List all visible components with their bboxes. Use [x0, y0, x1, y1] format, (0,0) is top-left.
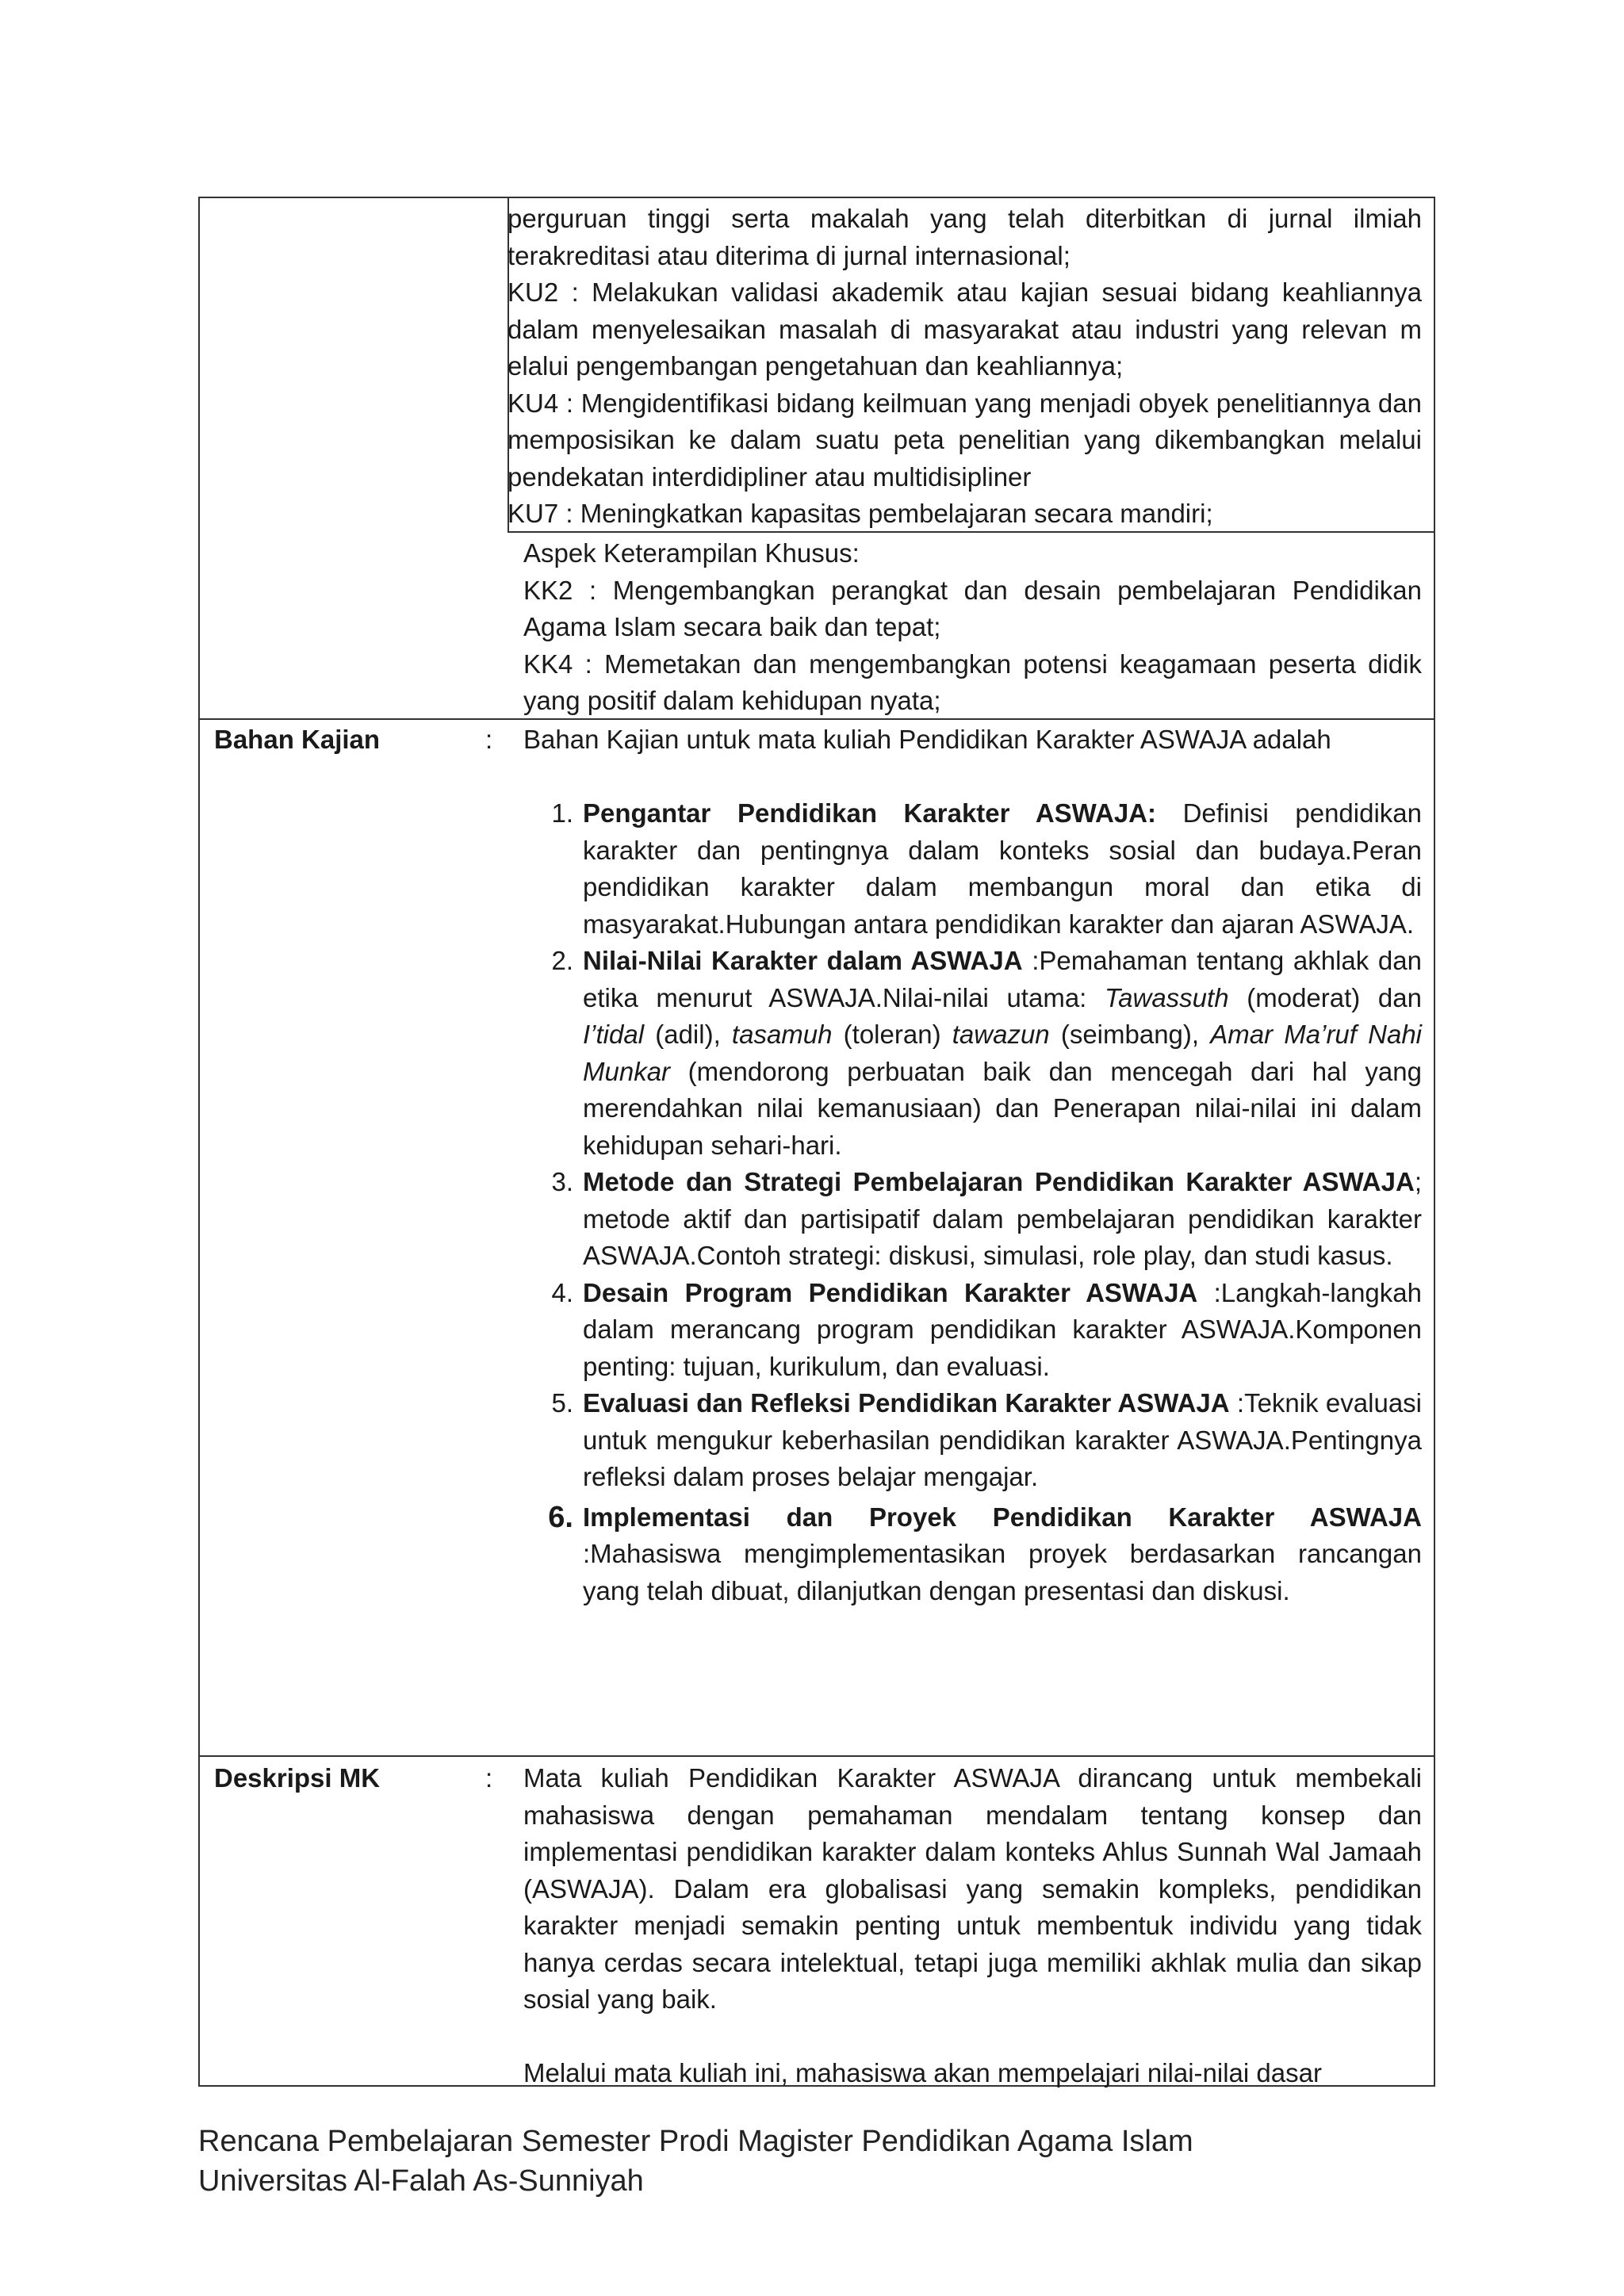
item-text: (seimbang),: [1049, 1020, 1211, 1049]
bahan-kajian-list: [548, 795, 1422, 1609]
list-item: [551, 943, 1422, 1164]
footer-line-2: Universitas Al-Falah As-Sunniyah: [198, 2164, 644, 2198]
ku2-item: KU2 : Melakukan validasi akademik atau kajian sesuai bidang keahliannya dalam menyelesaikan masalah di masyarakat atau industri yang relevan m elalui pengembangan pengetahuan dan keahliannya;: [508, 277, 1422, 381]
kk4-item: KK4 : Memetakan dan mengembangkan potensi keagamaan peserta didik yang positif dalam kehidupan nyata;: [523, 649, 1422, 715]
item-term: I’tidal: [583, 1020, 645, 1049]
list-number: 1.: [551, 798, 573, 828]
ku-continuation: perguruan tinggi serta makalah yang telah diterbitkan di jurnal ilmiah terakreditasi atau diterima di jurnal internasional;: [508, 204, 1422, 270]
deskripsi-paragraph: Mata kuliah Pendidikan Karakter ASWAJA dirancang untuk membekali mahasiswa dengan pemahaman mendalam tentang konsep dan implementasi pendidikan karakter dalam konteks Ahlus Sunnah Wal Jamaah (ASWAJA). Dalam era globalisasi yang semakin kompleks, pendidikan karakter menjadi semakin penting untuk membentuk individu yang tidak hanya cerdas secara intelektual, tetapi juga memiliki akhlak mulia dan sikap sosial yang baik.: [523, 1763, 1422, 2014]
item-text: (toleran): [832, 1020, 952, 1049]
list-number: 3.: [551, 1167, 573, 1196]
item-title: Nilai-Nilai Karakter dalam ASWAJA: [583, 946, 1023, 975]
page-footer: [198, 2122, 1193, 2201]
item-term: Tawassuth: [1105, 982, 1229, 1012]
footer-line-1: Rencana Pembelajaran Semester Prodi Magister Pendidikan Agama Islam: [198, 2125, 1193, 2158]
list-number: 4.: [551, 1277, 573, 1307]
deskripsi-mk-colon: :: [485, 1763, 493, 1793]
kk-heading: Aspek Keterampilan Khusus:: [523, 538, 860, 568]
deskripsi-paragraph: Melalui mata kuliah ini, mahasiswa akan mempelajari nilai-nilai dasar: [523, 2058, 1322, 2087]
bahan-kajian-colon: :: [485, 725, 493, 754]
item-term: tasamuh: [731, 1020, 833, 1049]
item-title: Desain Program Pendidikan Karakter ASWAJA: [583, 1277, 1198, 1307]
item-title: Metode dan Strategi Pembelajaran Pendidikan Karakter ASWAJA: [583, 1167, 1415, 1196]
list-number: 6.: [548, 1500, 573, 1534]
item-text: :Pemahaman tentang akhlak dan etika menurut ASWAJA.Nilai-nilai utama:: [583, 946, 1422, 1012]
item-text: :Langkah-langkah dalam merancang program pendidikan karakter ASWAJA.Komponen penting: tujuan, kurikulum, dan evaluasi.: [583, 1277, 1422, 1381]
item-title: Implementasi dan Proyek Pendidikan Karakter ASWAJA: [583, 1502, 1422, 1532]
list-item: [551, 1164, 1422, 1275]
bahan-kajian-label: Bahan Kajian: [214, 725, 381, 754]
item-text: (moderat) dan: [1228, 982, 1422, 1012]
deskripsi-mk-label: Deskripsi MK: [214, 1763, 381, 1793]
list-item: [551, 1385, 1422, 1496]
list-number: 2.: [551, 946, 573, 975]
list-item: [548, 1499, 1422, 1610]
list-item: [551, 795, 1422, 943]
item-text: :Teknik evaluasi untuk mengukur keberhasilan pendidikan karakter ASWAJA.Pentingnya refleksi dalam proses belajar mengajar.: [583, 1388, 1422, 1491]
item-text: Definisi pendidikan karakter dan pentingnya dalam konteks sosial dan budaya.Peran pendidikan karakter dalam membangun moral dan etika di masyarakat.Hubungan antara pendidikan karakter dan ajaran ASWAJA.: [583, 798, 1422, 939]
ku4-item: KU4 : Mengidentifikasi bidang keilmuan yang menjadi obyek penelitiannya dan memposisikan ke dalam suatu peta penelitian yang dikembangkan melalui pendekatan interdidipliner atau multidisipliner: [508, 388, 1422, 492]
item-title: Evaluasi dan Refleksi Pendidikan Karakter ASWAJA: [583, 1388, 1230, 1418]
ku7-item: KU7 : Meningkatkan kapasitas pembelajaran secara mandiri;: [508, 499, 1213, 528]
ku-section: [508, 201, 1422, 533]
item-term: tawazun: [952, 1020, 1050, 1049]
list-number: 5.: [551, 1388, 573, 1418]
item-term: Amar Ma’ruf Nahi Munkar: [583, 1020, 1422, 1086]
row-divider-deskripsi: [198, 1755, 1435, 1757]
item-text: ; metode aktif dan partisipatif dalam pembelajaran pendidikan karakter ASWAJA.Contoh strategi: diskusi, simulasi, role play, dan studi kasus.: [583, 1167, 1422, 1270]
item-text: :Mahasiswa mengimplementasikan proyek berdasarkan rancangan yang telah dibuat, dilanjutkan dengan presentasi dan diskusi.: [583, 1539, 1422, 1605]
list-item: [551, 1275, 1422, 1386]
deskripsi-mk-text: [523, 1760, 1422, 2092]
kk2-item: KK2 : Mengembangkan perangkat dan desain pembelajaran Pendidikan Agama Islam secara baik dan tepat;: [523, 575, 1422, 641]
item-text: (adil),: [644, 1020, 732, 1049]
bahan-kajian-intro: Bahan Kajian untuk mata kuliah Pendidikan Karakter ASWAJA adalah: [523, 725, 1331, 754]
item-title: Pengantar Pendidikan Karakter ASWAJA:: [583, 798, 1157, 828]
item-text: (mendorong perbuatan baik dan mencegah dari hal yang merendahkan nilai kemanusiaan) dan Penerapan nilai-nilai ini dalam kehidupan sehari-hari.: [583, 1056, 1422, 1160]
kk-section: [523, 535, 1422, 720]
